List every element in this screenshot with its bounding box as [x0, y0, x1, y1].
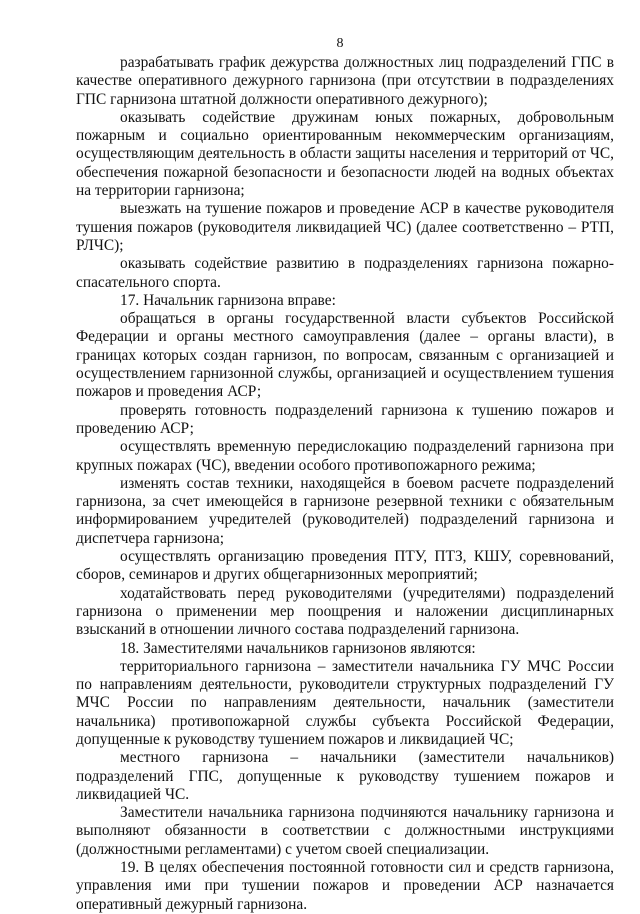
section-17-heading: 17. Начальник гарнизона вправе:: [120, 291, 336, 309]
paragraph-petition: ходатайствовать перед руководителями (учредителями) подразделений гарнизона о применении мер поощрения и наложении дисциплинарных взысканий в отношении личного состава подразделений гарнизона.: [76, 584, 614, 639]
section-19-paragraph: 19. В целях обеспечения постоянной готовности сил и средств гарнизона, управления ими при тушении пожаров и проведении АСР назначается оперативный дежурный гарнизона.: [76, 859, 614, 913]
page-number: 8: [336, 36, 344, 51]
paragraph-exercises: осуществлять организацию проведения ПТУ, ПТЗ, КШУ, соревнований, сборов, семинаров и других общегарнизонных мероприятий;: [76, 548, 614, 584]
paragraph-deputies-subordination: Заместители начальника гарнизона подчиняются начальнику гарнизона и выполняют обязанности в соответствии с должностными инструкциями (должностными регламентами) с учетом своей специализации.: [76, 804, 614, 858]
paragraph-contact-authorities: обращаться в органы государственной власти субъектов Российской Федерации и органы местного самоуправления (далее – органы власти), в границах которых создан гарнизон, по вопросам, связанным с организацией и осуществлением гарнизонной службы, организацией и осуществлением тушения пожаров и проведения АСР;: [76, 310, 614, 401]
paragraph-duty-schedule: разрабатывать график дежурства должностных лиц подразделений ГПС в качестве оперативного дежурного гарнизона (при отсутствии в подразделениях ГПС гарнизона штатной должности оперативного дежурного);: [76, 54, 614, 108]
paragraph-change-equipment: изменять состав техники, находящейся в боевом расчете подразделений гарнизона, за счет имеющейся в гарнизоне резервной техники с обязательным информированием учредителей (руководителей) подразделений гарнизона и диспетчера гарнизона;: [76, 474, 614, 547]
paragraph-territorial-garrison: территориального гарнизона – заместители начальника ГУ МЧС России по направлениям деятельности, руководители структурных подразделений ГУ МЧС России по направлениям деятельности, начальник (заместители начальника) противопожарной службы субъекта Российской Федерации, допущенные к руководству тушением пожаров и ликвидацией ЧС;: [76, 657, 614, 748]
paragraph-fire-response: выезжать на тушение пожаров и проведение АСР в качестве руководителя тушения пожаров (руководителя ликвидацией ЧС) (далее соответственно – РТП, РЛЧС);: [76, 200, 614, 254]
paragraph-relocation: осуществлять временную передислокацию подразделений гарнизона при крупных пожарах (ЧС), введении особого противопожарного режима;: [76, 438, 614, 474]
paragraph-check-readiness: проверять готовность подразделений гарнизона к тушению пожаров и проведению АСР;: [76, 401, 614, 437]
paragraph-assist-volunteers: оказывать содействие дружинам юных пожарных, добровольным пожарным и социально ориентированным некоммерческим организациям, осуществляющим деятельность в области защиты населения и территорий от ЧС, обеспечения пожарной безопасности и безопасности людей на водных объектах на территории гарнизона;: [76, 108, 614, 200]
paragraph-sport-development: оказывать содействие развитию в подразделениях гарнизона пожарно-спасательного спорта.: [76, 255, 614, 291]
paragraph-local-garrison: местного гарнизона – начальники (заместители начальников) подразделений ГПС, допущенные к руководству тушением пожаров и ликвидацией ЧС.: [76, 749, 614, 803]
section-18-heading: 18. Заместителями начальников гарнизонов являются:: [120, 639, 476, 657]
